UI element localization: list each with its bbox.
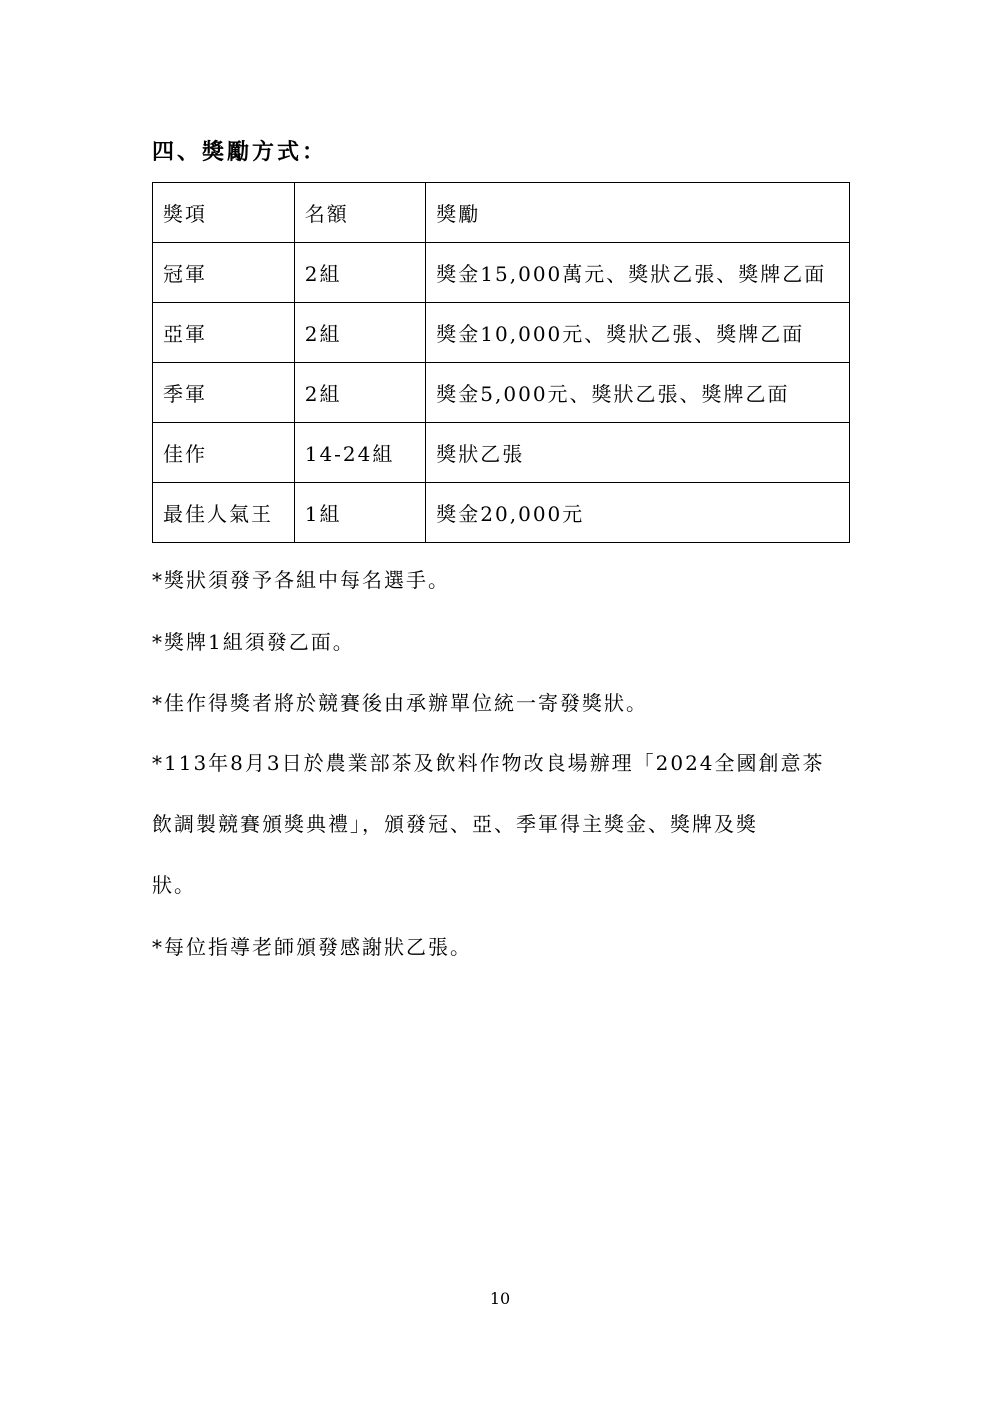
- note-certificate: *獎狀須發予各組中每名選手。: [152, 568, 450, 592]
- section-title: 四、獎勵方式：: [152, 139, 328, 165]
- award-cell: 佳作: [153, 423, 295, 483]
- note-ceremony-line-1: *113年8月3日於農業部茶及飲料作物改良場辦理「2024全國創意茶: [152, 751, 825, 775]
- quota-cell: 1組: [294, 483, 426, 543]
- table-header-row: [153, 183, 850, 243]
- page-number: 10: [489, 1289, 511, 1308]
- reward-cell: 獎狀乙張: [426, 423, 850, 483]
- award-cell: 亞軍: [153, 303, 295, 363]
- quota-cell: 2組: [294, 243, 426, 303]
- note-ceremony-line-2: 飲調製競賽頒獎典禮」，頒發冠、亞、季軍得主獎金、獎牌及獎: [152, 812, 758, 836]
- header-reward: 獎勵: [426, 183, 850, 243]
- note-honorable-mention: *佳作得獎者將於競賽後由承辦單位統一寄發獎狀。: [152, 691, 648, 715]
- awards-table: [152, 182, 850, 543]
- header-award: 獎項: [153, 183, 295, 243]
- note-ceremony-line-3: 狀。: [152, 873, 196, 897]
- award-cell: 季軍: [153, 363, 295, 423]
- table-row: [153, 363, 850, 423]
- reward-cell: 獎金20,000元: [426, 483, 850, 543]
- quota-cell: 14-24組: [294, 423, 426, 483]
- reward-cell: 獎金5,000元、獎狀乙張、獎牌乙面: [426, 363, 850, 423]
- quota-cell: 2組: [294, 303, 426, 363]
- table-row: [153, 423, 850, 483]
- award-cell: 冠軍: [153, 243, 295, 303]
- reward-cell: 獎金10,000元、獎狀乙張、獎牌乙面: [426, 303, 850, 363]
- quota-cell: 2組: [294, 363, 426, 423]
- table-row: [153, 483, 850, 543]
- note-advisor: *每位指導老師頒發感謝狀乙張。: [152, 935, 472, 959]
- table-row: [153, 243, 850, 303]
- reward-cell: 獎金15,000萬元、獎狀乙張、獎牌乙面: [426, 243, 850, 303]
- header-quota: 名額: [294, 183, 426, 243]
- note-medal: *獎牌1組須發乙面。: [152, 630, 355, 654]
- award-cell: 最佳人氣王: [153, 483, 295, 543]
- table-row: [153, 303, 850, 363]
